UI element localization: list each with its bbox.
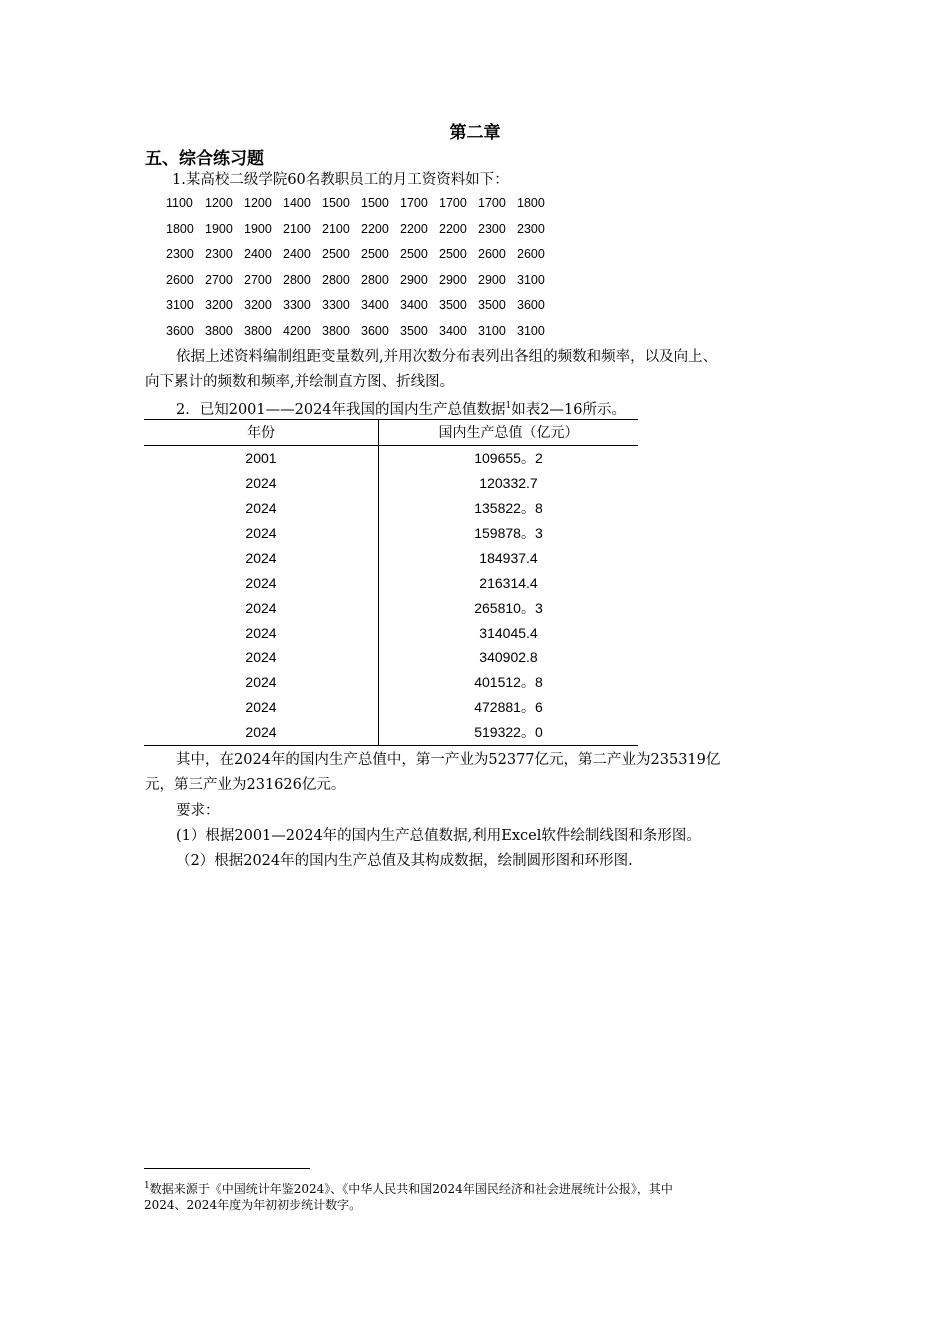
salary-value: 2500 [439, 247, 467, 261]
salary-data-grid [166, 196, 556, 349]
q1-intro: 1.某高校二级学院60名教职员工的月工资资料如下： [172, 172, 509, 188]
table-row [144, 445, 638, 470]
year-cell: 2024 [144, 670, 379, 695]
salary-value: 4200 [283, 323, 311, 338]
q2-requirement-1: (1）根据2001—2024年的国内生产总值数据,利用Excel软件绘制线图和条形图。 [176, 828, 701, 844]
salary-value: 2900 [400, 272, 428, 287]
table-row [144, 545, 638, 570]
salary-value: 2300 [166, 247, 194, 261]
salary-value: 3500 [478, 298, 506, 312]
table-row [144, 471, 638, 496]
salary-value: 1400 [283, 196, 311, 210]
q2-intro-text: 2．已知2001——2024年我国的国内生产总值数据 [176, 401, 506, 418]
salary-value: 2300 [517, 221, 545, 236]
salary-value: 3400 [439, 323, 467, 338]
salary-value: 1700 [439, 196, 467, 210]
salary-value: 1800 [517, 196, 545, 210]
salary-value: 1800 [166, 221, 194, 236]
salary-value: 3600 [166, 323, 194, 338]
salary-value: 2300 [205, 247, 233, 261]
gdp-cell: 519322。0 [379, 720, 639, 745]
salary-value: 2600 [166, 272, 194, 287]
year-cell: 2024 [144, 496, 379, 521]
salary-value: 1500 [361, 196, 389, 210]
salary-row [166, 222, 556, 248]
q2-intro-text-end: 如表2—16所示。 [511, 401, 626, 418]
salary-value: 1200 [244, 196, 272, 210]
salary-value: 3800 [244, 323, 272, 338]
year-cell: 2024 [144, 620, 379, 645]
salary-value: 3100 [166, 298, 194, 312]
salary-value: 2600 [517, 247, 545, 261]
salary-value: 3200 [205, 298, 233, 312]
gdp-cell: 314045.4 [479, 624, 538, 641]
gdp-cell: 472881。6 [474, 699, 543, 716]
table-row [144, 670, 638, 695]
table-row [144, 521, 638, 546]
gdp-cell: 159878。3 [474, 525, 543, 541]
header-year: 年份 [144, 420, 379, 446]
gdp-cell: 109655。2 [474, 450, 543, 467]
salary-value: 1700 [478, 196, 506, 210]
salary-value: 2200 [439, 221, 467, 236]
q2-intro [176, 394, 626, 422]
year-cell: 2024 [144, 695, 379, 720]
table-row [144, 620, 638, 645]
table-row [144, 695, 638, 720]
footnote-ref[interactable]: 1 [505, 401, 512, 411]
salary-value: 3500 [400, 323, 428, 338]
salary-value: 2500 [361, 247, 389, 261]
salary-value: 3100 [517, 323, 545, 338]
footnote-separator [144, 1168, 310, 1169]
q2-requirement-2: （2）根据2024年的国内生产总值及其构成数据，绘制圆形图和环形图. [176, 853, 633, 869]
salary-value: 2700 [244, 272, 272, 287]
salary-value: 3400 [400, 298, 428, 312]
salary-value: 3400 [361, 298, 389, 312]
salary-value: 1900 [244, 221, 272, 236]
year-cell: 2024 [144, 720, 379, 745]
salary-value: 2600 [478, 247, 506, 261]
section-title: 五、综合练习题 [145, 149, 264, 169]
salary-value: 2900 [439, 272, 467, 287]
salary-row [166, 273, 556, 299]
salary-value: 3100 [517, 272, 545, 287]
salary-row [166, 298, 556, 324]
table-row [144, 570, 638, 595]
gdp-cell: 184937.4 [479, 549, 538, 566]
salary-value: 2500 [400, 247, 428, 261]
salary-value: 3600 [517, 298, 545, 312]
salary-value: 2100 [322, 221, 350, 236]
q1-task-line2: 向下累计的频数和频率,并绘制直方图、折线图。 [145, 374, 455, 390]
table-row [144, 720, 638, 745]
salary-value: 1200 [205, 196, 233, 210]
footnote-marker: 1 [144, 1181, 150, 1191]
salary-value: 1100 [166, 196, 193, 210]
salary-row [166, 247, 556, 273]
salary-value: 2200 [361, 221, 389, 236]
gdp-cell: 265810。3 [474, 599, 543, 616]
table-row [144, 645, 638, 670]
q2-requirements-label: 要求： [176, 803, 220, 819]
salary-value: 2500 [322, 247, 350, 261]
year-cell: 2024 [144, 545, 379, 570]
year-cell: 2024 [144, 471, 379, 496]
salary-value: 3300 [322, 298, 350, 312]
salary-value: 2400 [244, 247, 272, 261]
gdp-table-body [144, 445, 638, 745]
gdp-cell: 340902.8 [479, 649, 538, 666]
salary-value: 1700 [400, 196, 428, 210]
year-cell: 2024 [144, 570, 379, 595]
gdp-cell: 120332.7 [479, 475, 538, 492]
salary-value: 3600 [361, 323, 389, 338]
salary-value: 3800 [322, 323, 350, 338]
gdp-cell: 401512。8 [474, 674, 543, 691]
salary-value: 3100 [478, 323, 506, 338]
q2-note-line2: 元，第三产业为231626亿元。 [145, 777, 346, 793]
salary-row [166, 196, 556, 222]
salary-value: 2900 [478, 272, 506, 287]
salary-value: 3800 [205, 323, 233, 338]
salary-value: 3500 [439, 298, 467, 312]
footnote-text-1: 数据来源于《中国统计年鉴2024》、《中华人民共和国2024年国民经济和社会进展统计公报》，其中 [149, 1182, 673, 1196]
salary-value: 2100 [283, 221, 311, 236]
salary-value: 2200 [400, 221, 428, 236]
year-cell: 2024 [144, 595, 379, 620]
gdp-cell: 135822。8 [474, 500, 543, 517]
year-cell: 2001 [144, 445, 379, 470]
table-row [144, 496, 638, 521]
header-gdp: 国内生产总值（亿元） [438, 425, 579, 442]
salary-value: 2800 [283, 272, 311, 287]
salary-value: 3200 [244, 298, 272, 312]
salary-value: 2700 [205, 272, 233, 287]
salary-value: 1500 [322, 196, 350, 210]
salary-value: 2800 [361, 272, 389, 287]
salary-value: 2800 [322, 272, 350, 287]
chapter-title: 第二章 [449, 123, 501, 143]
gdp-cell: 216314.4 [479, 574, 538, 591]
q1-task-line1: 依据上述资料编制组距变量数列,并用次数分布表列出各组的频数和频率，以及向上、 [176, 349, 718, 365]
q2-note-line1: 其中，在2024年的国内生产总值中，第一产业为52377亿元，第二产业为235319亿 [176, 752, 721, 768]
year-cell: 2024 [144, 645, 379, 670]
year-cell: 2024 [144, 521, 379, 546]
salary-value: 3300 [283, 298, 311, 312]
gdp-table [144, 419, 638, 746]
salary-value: 2400 [283, 247, 311, 261]
salary-value: 1900 [205, 221, 233, 236]
footnote-line2: 2024、2024年度为年初初步统计数字。 [144, 1198, 362, 1212]
gdp-table-header [144, 420, 638, 446]
salary-value: 2300 [478, 221, 506, 236]
table-row [144, 595, 638, 620]
